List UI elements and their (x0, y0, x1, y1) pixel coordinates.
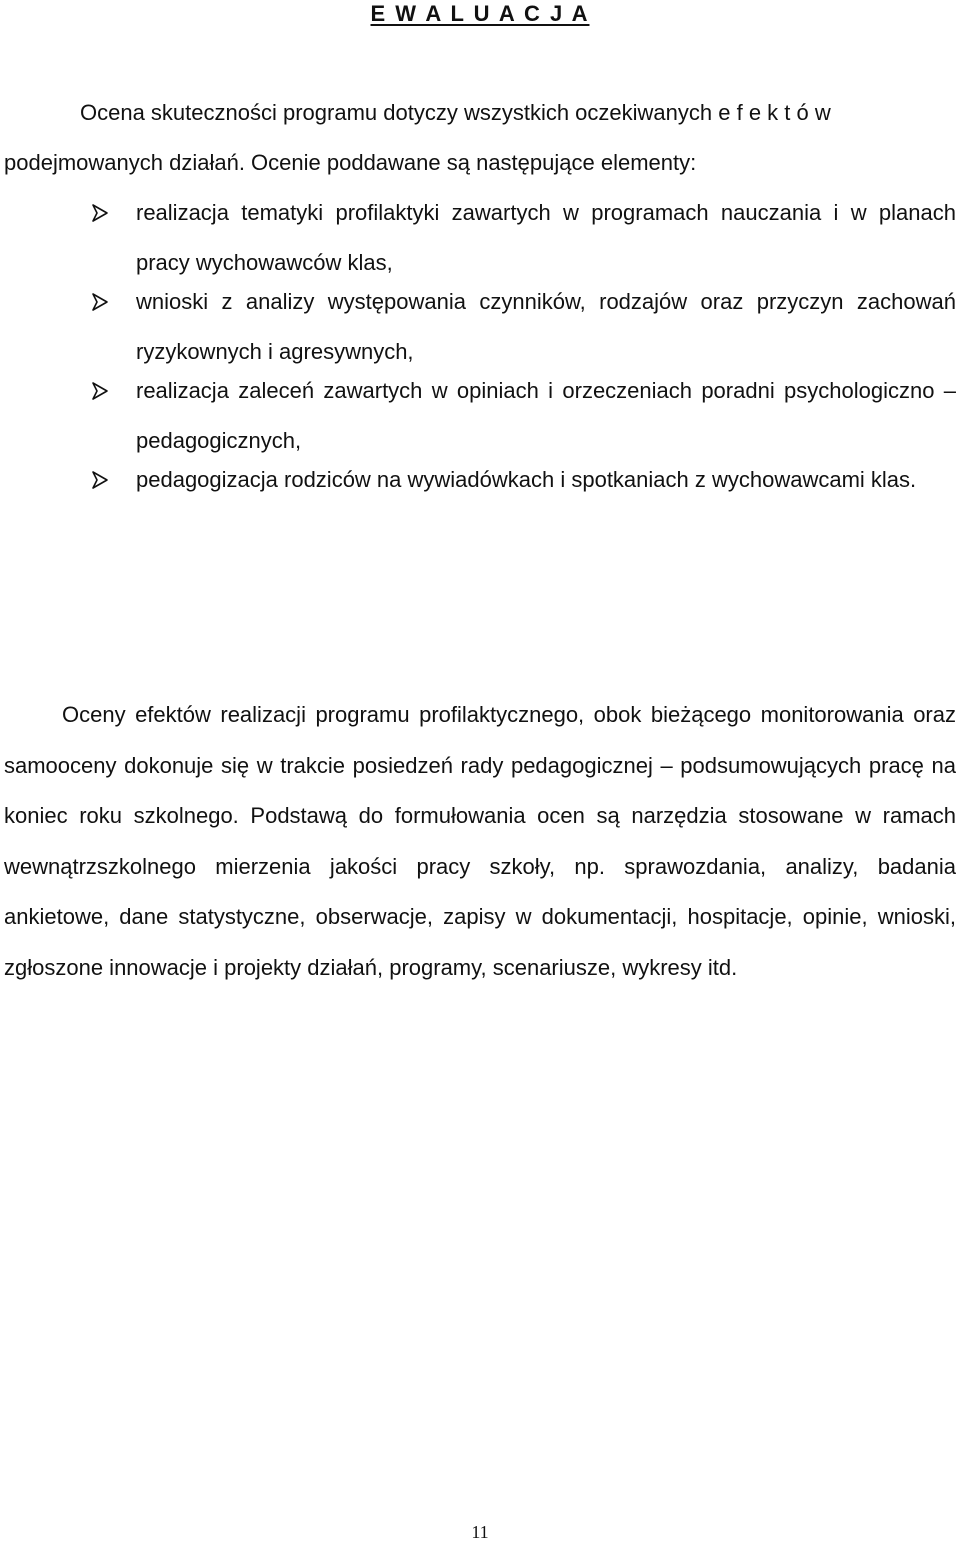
list-item (0, 188, 960, 288)
list-item-text: realizacja zaleceń zawartych w opiniach i orzeczeniach poradni psychologiczno – pedagogicznych, (136, 378, 956, 453)
intro-line-2: podejmowanych działań. Ocenie poddawane są następujące elementy: (4, 150, 697, 175)
page-number: 11 (471, 1522, 489, 1542)
document-title: E W A L U A C J A (370, 1, 590, 26)
intro-line-1: Ocena skuteczności programu dotyczy wszystkich oczekiwanych e f e k t ó w (80, 100, 831, 125)
list-item-text: realizacja tematyki profilaktyki zawartych w programach nauczania i w planach pracy wychowawców klas, (136, 200, 956, 275)
arrow-bullet-icon (88, 277, 112, 327)
list-item (0, 277, 960, 377)
list-item-text: pedagogizacja rodziców na wywiadówkach i spotkaniach z wychowawcami klas. (136, 467, 917, 492)
arrow-bullet-icon (88, 455, 112, 505)
arrow-bullet-icon (88, 366, 112, 416)
list-item-text: wnioski z analizy występowania czynników, rodzajów oraz przyczyn zachowań ryzykownych i agresywnych, (136, 289, 956, 364)
list-item (0, 455, 960, 505)
list-item (0, 366, 960, 466)
evaluation-elements-list (0, 199, 960, 505)
evaluation-paragraph: Oceny efektów realizacji programu profilaktycznego, obok bieżącego monitorowania oraz samooceny dokonuje się w trakcie posiedzeń rady pedagogicznej – podsumowujących pracę na koniec roku szkolnego. Podstawą do formułowania ocen są narzędzia stosowane w ramach wewnątrzszkolnego mierzenia jakości pracy szkoły, np. sprawozdania, analizy, badania ankietowe, dane statystyczne, obserwacje, zapisy w dokumentacji, hospitacje, opinie, wnioski, zgłoszone innowacje i projekty działań, programy, scenariusze, wykresy itd. (4, 702, 956, 980)
arrow-bullet-icon (88, 188, 112, 238)
